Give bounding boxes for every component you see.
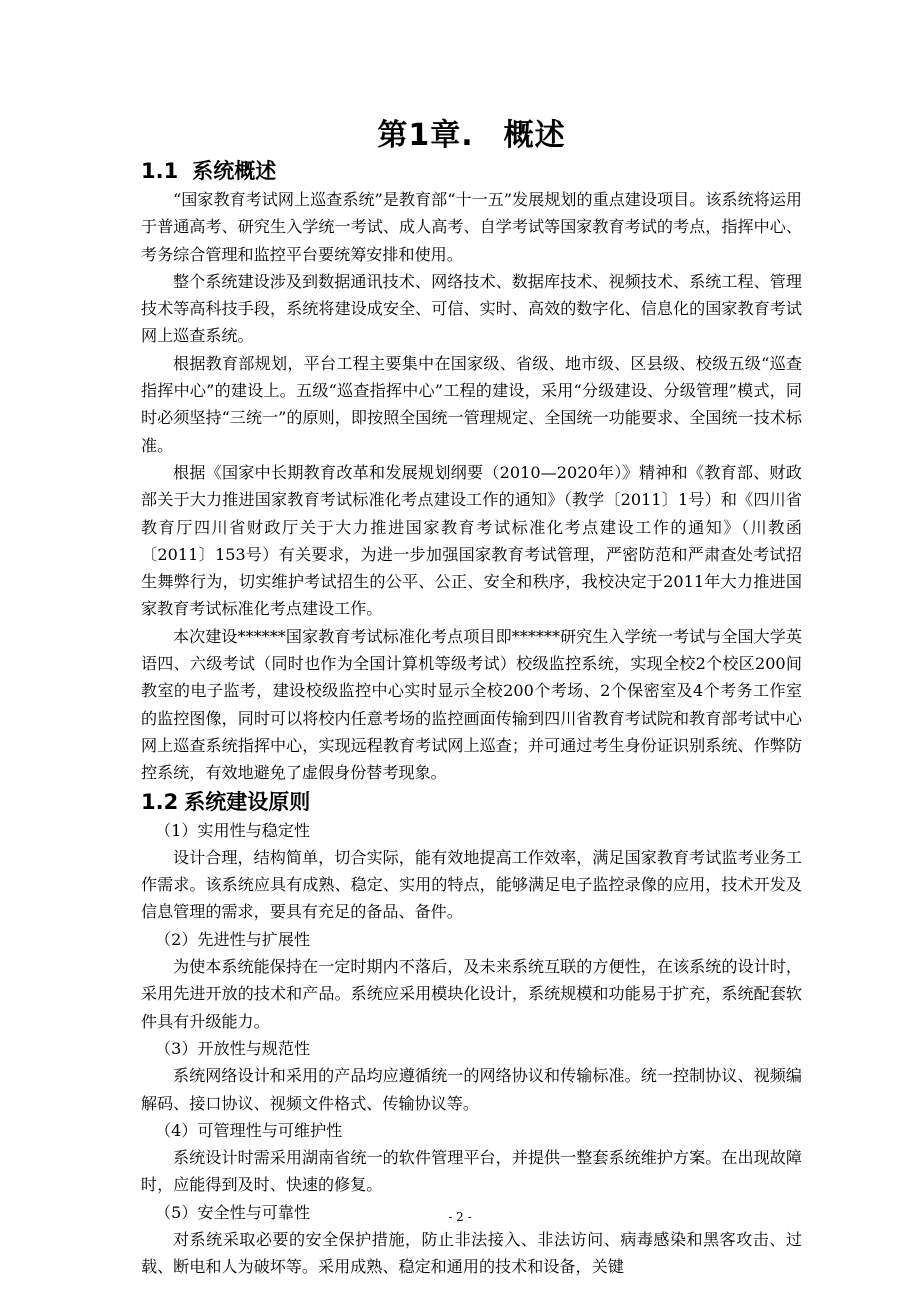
chapter-heading (141, 0, 802, 156)
section-title: 系统建设原则 (184, 789, 311, 814)
section-number: 1.2 (141, 789, 179, 814)
paragraph: 本次建设******国家教育考试标准化考点项目即******研究生入学统一考试与全国大学英语四、六级考试（同时也作为全国计算机等级考试）校级监控系统，实现全校2个校区200间教室的电子监考，建设校级监控中心实时显示全校200个考场、2个保密室及4个考务工作室的监控图像，同时可以将校内任意考场的监控画面传输到四川省教育考试院和教育部考试中心网上巡查系统指挥中心，实现远程教育考试网上巡查；并可通过考生身份证识别系统、作弊防控系统，有效地避免了虚假身份替考现象。 (141, 626, 802, 783)
section-heading-1-1 (141, 156, 802, 186)
principle-label: （1）实用性与稳定性 (155, 820, 311, 840)
principle-text: 设计合理，结构简单，切合实际，能有效地提高工作效率，满足国家教育考试监考业务工作需求。该系统应具有成熟、稳定、实用的特点，能够满足电子监控录像的应用，技术开发及信息管理的需求，要具有充足的备品、备件。 (141, 847, 802, 922)
chapter-number: 第1章. (377, 118, 474, 153)
principle-label: （5）安全性与可靠性 (155, 1202, 311, 1222)
section-heading-1-2 (141, 787, 802, 817)
page-number: - 2 - (448, 1210, 472, 1224)
paragraph: 根据《国家中长期教育改革和发展规划纲要（2010—2020年）》精神和《教育部、财政部关于大力推进国家教育考试标准化考点建设工作的通知》（教学〔2011〕1号）和《四川省教育厅四川省财政厅关于大力推进国家教育考试标准化考点建设工作的通知》（川教函〔2011〕153号）有关要求，为进一步加强国家教育考试管理，严密防范和严肃查处考试招生舞弊行为，切实维护考试招生的公平、公正、安全和秩序，我校决定于2011年大力推进国家教育考试标准化考点建设工作。 (141, 462, 802, 619)
principle-label: （2）先进性与扩展性 (155, 929, 311, 949)
paragraph: “国家教育考试网上巡查系统”是教育部“十一五”发展规划的重点建设项目。该系统将运用于普通高考、研究生入学统一考试、成人高考、自学考试等国家教育考试的考点，指挥中心、考务综合管理和监控平台要统筹安排和使用。 (141, 190, 802, 264)
principle-label: （3）开放性与规范性 (155, 1038, 311, 1058)
principle-text: 为使本系统能保持在一定时期内不落后，及未来系统互联的方便性，在该系统的设计时，采用先进开放的技术和产品。系统应采用模块化设计，系统规模和功能易于扩充，系统配套软件具有升级能力。 (141, 957, 802, 1031)
paragraph: 根据教育部规划，平台工程主要集中在国家级、省级、地市级、区县级、校级五级“巡查指挥中心”的建设上。五级“巡查指挥中心”工程的建设，采用“分级建设、分级管理”模式，同时必须坚持“三统一”的原则，即按照全国统一管理规定、全国统一功能要求、全国统一技术标准。 (141, 353, 802, 455)
principle-text: 对系统采取必要的安全保护措施，防止非法接入、非法访问、病毒感染和黑客攻击、过载、断电和人为破坏等。采用成熟、稳定和通用的技术和设备，关键 (141, 1229, 802, 1277)
principle-label: （4）可管理性与可维护性 (155, 1120, 343, 1140)
section-title: 系统概述 (192, 159, 277, 183)
section-number: 1.1 (141, 159, 179, 183)
paragraph: 整个系统建设涉及到数据通讯技术、网络技术、数据库技术、视频技术、系统工程、管理技术等高科技手段，系统将建设成安全、可信、实时、高效的数字化、信息化的国家教育考试网上巡查系统。 (141, 271, 802, 346)
principle-text: 系统网络设计和采用的产品均应遵循统一的网络协议和传输标准。统一控制协议、视频编解码、接口协议、视频文件格式、传输协议等。 (141, 1066, 802, 1113)
principle-text: 系统设计时需采用湖南省统一的软件管理平台，并提供一整套系统维护方案。在出现故障时，应能得到及时、快速的修复。 (141, 1148, 802, 1195)
chapter-title: 概述 (503, 118, 566, 153)
